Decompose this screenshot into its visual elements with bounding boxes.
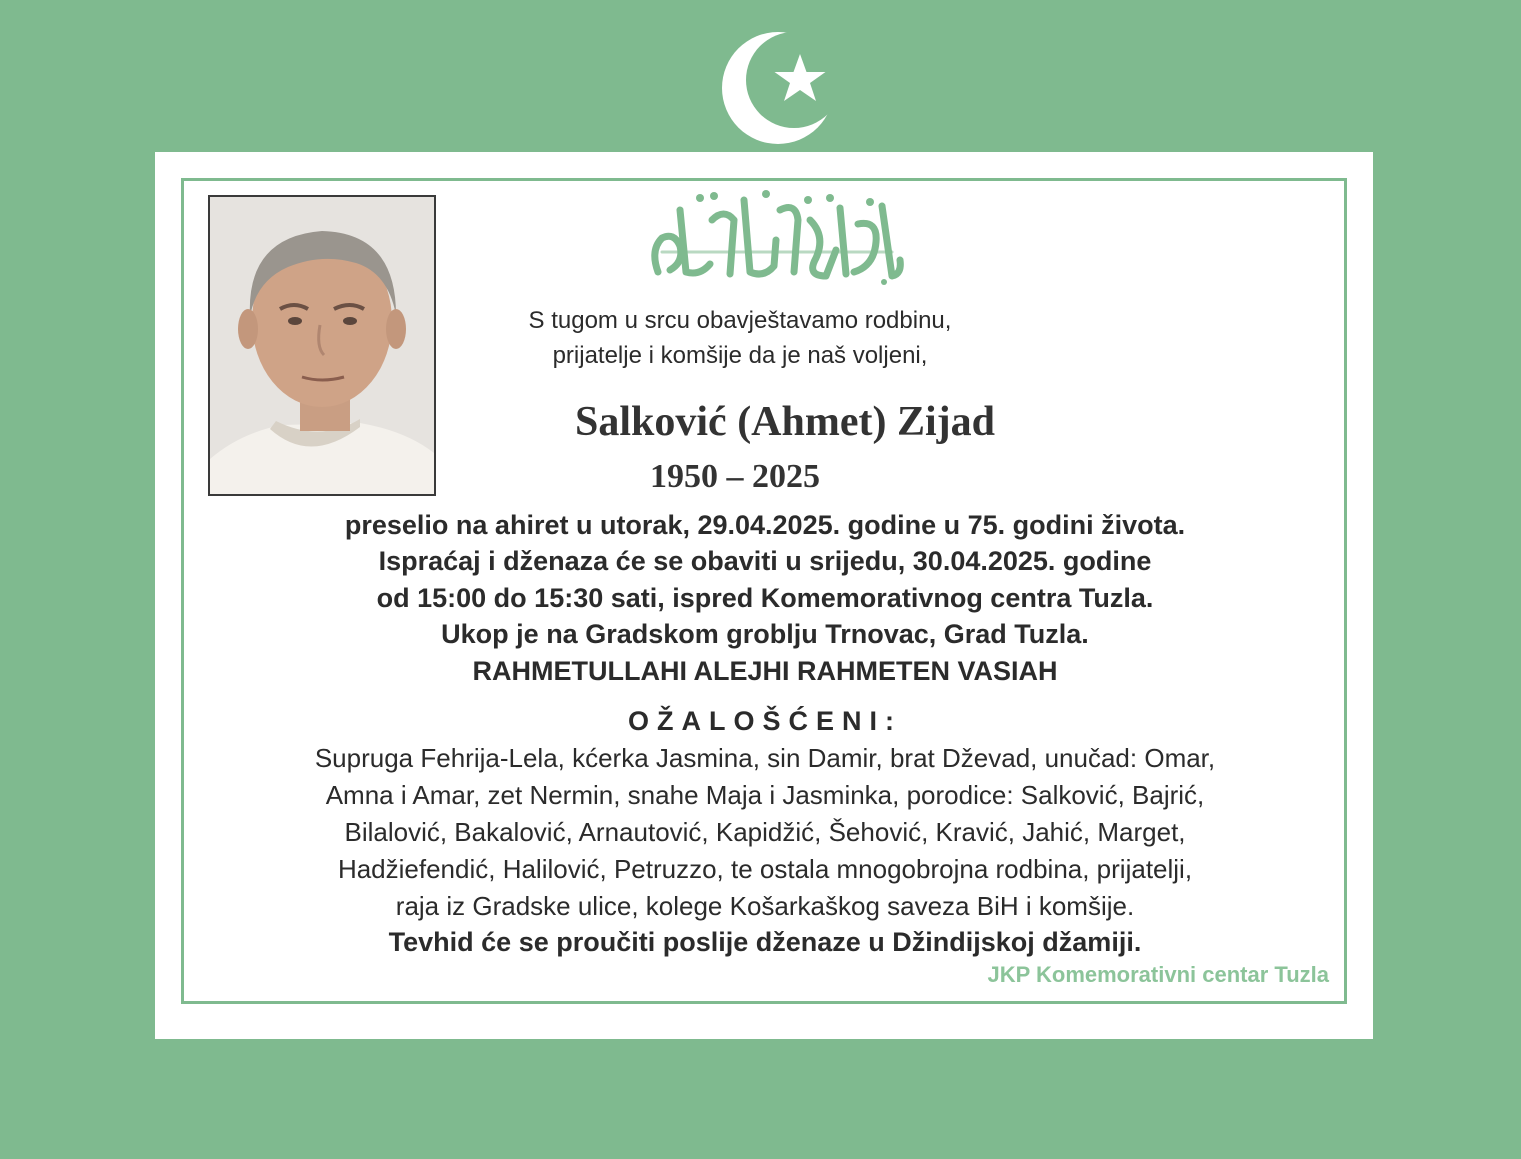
intro-line-2: prijatelje i komšije da je naš voljeni, [552, 342, 928, 369]
mourners-line-5: raja iz Gradske ulice, kolege Košarkaškog saveza BiH i komšije. [395, 891, 1135, 921]
detail-line-2: Ispraćaj i dženaza će se obaviti u srijedu, 30.04.2025. godine [378, 546, 1152, 576]
detail-line-5: RAHMETULLAHI ALEJHI RAHMETEN VASIAH [472, 656, 1058, 686]
tevhid-notice: Tevhid će se proučiti poslije dženaze u Džindijskoj džamiji. [388, 927, 1142, 957]
mourners-line-3: Bilalović, Bakalović, Arnautović, Kapidžić, Šehović, Kravić, Jahić, Marget, [344, 817, 1186, 847]
mourners-line-1: Supruga Fehrija-Lela, kćerka Jasmina, sin Damir, brat Dževad, unučad: Omar, [314, 743, 1216, 773]
crescent-star-icon [722, 30, 844, 146]
mourners-line-2: Amna i Amar, zet Nermin, snahe Maja i Jasminka, porodice: Salković, Bajrić, [325, 780, 1205, 810]
intro-line-1: S tugom u srcu obavještavamo rodbinu, [528, 307, 952, 334]
life-years: 1950 – 2025 [650, 458, 820, 495]
mourners-line-4: Hadžiefendić, Halilović, Petruzzo, te ostala mnogobrojna rodbina, prijatelji, [337, 854, 1193, 884]
detail-line-1: preselio na ahiret u utorak, 29.04.2025. godine u 75. godini života. [344, 510, 1186, 540]
publisher-signature: JKP Komemorativni centar Tuzla [987, 962, 1329, 987]
detail-line-3: od 15:00 do 15:30 sati, ispred Komemorativnog centra Tuzla. [376, 583, 1154, 613]
deceased-name: Salković (Ahmet) Zijad [575, 399, 995, 445]
arabic-calligraphy [640, 180, 910, 290]
detail-line-4: Ukop je na Gradskom groblju Trnovac, Grad Tuzla. [441, 619, 1089, 649]
deceased-photo [208, 195, 436, 496]
mourners-heading: OŽALOŠĆENI: [628, 706, 902, 736]
